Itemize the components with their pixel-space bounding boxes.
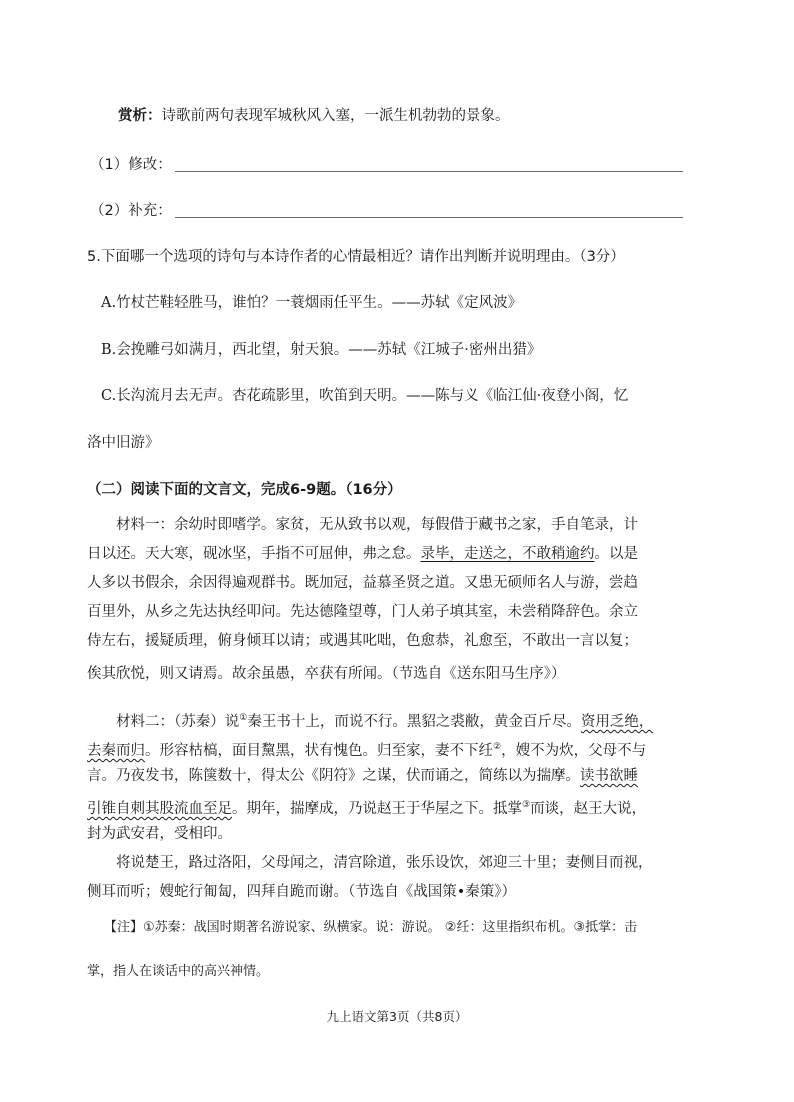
- material-2-source: （节选自《战国策•秦策》）: [348, 884, 517, 900]
- q5-option-c-text: C.长沟流月去无声。杏花疏影里，吹笛到天明。——陈与义: [101, 388, 479, 404]
- material-2-text: 而谈，赵王大说，: [530, 800, 647, 817]
- q5-option-a-text: A.竹杖芒鞋轻胜马，谁怕？一蓑烟雨任平生。——苏轼: [101, 295, 450, 311]
- material-1-line-5: 侍左右，援疑质理，俯身倾耳以请；或遇其叱咄，色愈恭，礼愈至，不敢出一言以复；: [87, 633, 638, 649]
- material-2-text: 。形容枯槁，面目黧黑，状有愧色。归至家，妻不下纴: [145, 742, 493, 759]
- material-2-text: 。期年，揣摩成，乃说赵王于华屋之下。抵掌: [232, 800, 522, 817]
- material-1-line-1: 材料一：余幼时即嗜学。家贫，无从致书以观，每假借于藏书之家，手自笔录，计: [116, 517, 638, 533]
- material-2-wavy-underlined: 引锥自刺其股流血至足: [87, 800, 232, 817]
- question-5-stem: 5.下面哪一个选项的诗句与本诗作者的心情最相近？请作出判断并说明理由。（3分）: [87, 249, 625, 265]
- q5-option-a-source: 《定风波》: [449, 295, 523, 311]
- revise-label: （1）修改：: [90, 157, 172, 173]
- q5-option-c-source-1: 《临江仙·夜登小阁，忆: [478, 388, 629, 404]
- footnote-marker-1: ①: [239, 713, 248, 723]
- material-2-text: 侧耳而听；嫂蛇行匍匐，四拜自跪而谢。: [87, 884, 348, 900]
- material-2-text: 材料二：（苏秦）说: [116, 713, 240, 730]
- section-2-heading: （二）阅读下面的文言文，完成6-9题。（16分）: [87, 482, 402, 498]
- footnote-marker-2: ②: [493, 742, 502, 752]
- material-2-wavy-underlined: 去秦而归: [87, 742, 145, 759]
- material-1-line-2: [87, 544, 638, 564]
- footnote-marker-3: ③: [522, 800, 531, 810]
- material-1-line-4: 百里外，从乡之先达执经叩问。先达德隆望尊，门人弟子填其室，未尝稍降辞色。余立: [87, 604, 638, 620]
- q5-option-b-source: 《江城子·密州出猎》: [406, 342, 542, 358]
- material-1-text: 日以还。天大寒，砚冰坚，手指不可屈伸，弗之怠。: [87, 546, 421, 562]
- material-2-text: 言。乃夜发书，陈箧数十，得太公《阴符》之谋，伏而诵之，简练以为揣摩。: [87, 768, 580, 784]
- appreciation-text: 诗歌前两句表现军城秋风入塞，一派生机勃勃的景象。: [161, 108, 510, 124]
- material-2-line-5: 封为武安君，受相印。: [87, 826, 232, 842]
- revise-answer-blank[interactable]: [175, 171, 683, 172]
- appreciation-label: 赏析：: [118, 108, 162, 124]
- material-2-line-3: [87, 766, 638, 786]
- material-2-line-1: [116, 708, 653, 732]
- material-1-text: 俟其欣悦，则又请焉。故余虽愚，卒获有所闻。: [87, 666, 392, 682]
- material-1-underlined-sentence: 录毕，走送之，不敢稍逾约: [420, 546, 595, 562]
- material-1-line-6: [87, 664, 566, 684]
- supplement-answer-blank[interactable]: [175, 217, 683, 218]
- notes-line-1: 【注】①苏秦：战国时期著名游说家、纵横家。说：游说。 ②纴：这里指织布机。③抵掌：击: [104, 920, 638, 935]
- appreciation-line: [118, 106, 510, 126]
- material-2-text: ，嫂不为炊，父母不与: [501, 742, 647, 759]
- q5-option-b-text: B.会挽雕弓如满月，西北望，射天狼。——苏轼: [101, 342, 407, 358]
- material-2-wavy-underlined: 资用乏绝，: [580, 713, 654, 730]
- material-1-text: 。以是: [594, 546, 638, 562]
- q5-option-c: [101, 386, 628, 406]
- q5-option-a: [101, 293, 522, 313]
- material-2-line-6: 将说楚王，路过洛阳，父母闻之，清宫除道，张乐设饮，郊迎三十里；妻侧目而视，: [116, 855, 653, 871]
- notes-line-2: 掌，指人在谈话中的高兴神情。: [87, 964, 270, 979]
- material-2-line-2: [87, 737, 646, 761]
- supplement-label: （2）补充：: [90, 203, 172, 219]
- material-1-line-3: 人多以书假余，余因得遍观群书。既加冠，益慕圣贤之道。又患无硕师名人与游，尝趋: [87, 575, 638, 591]
- material-2-text: 秦王书十上，而说不行。黑貂之裘敝，黄金百斤尽。: [247, 713, 581, 730]
- q5-option-c-source-2: 洛中旧游》: [87, 435, 160, 451]
- material-2-wavy-underlined: 读书欲睡: [580, 768, 638, 784]
- material-1-source: （节选自《送东阳马生序》）: [391, 666, 566, 682]
- material-2-line-7: [87, 882, 516, 902]
- material-2-line-4: [87, 795, 646, 819]
- q5-option-b: [101, 340, 541, 360]
- page-footer: 九上语文第3页（共8页）: [326, 1009, 468, 1024]
